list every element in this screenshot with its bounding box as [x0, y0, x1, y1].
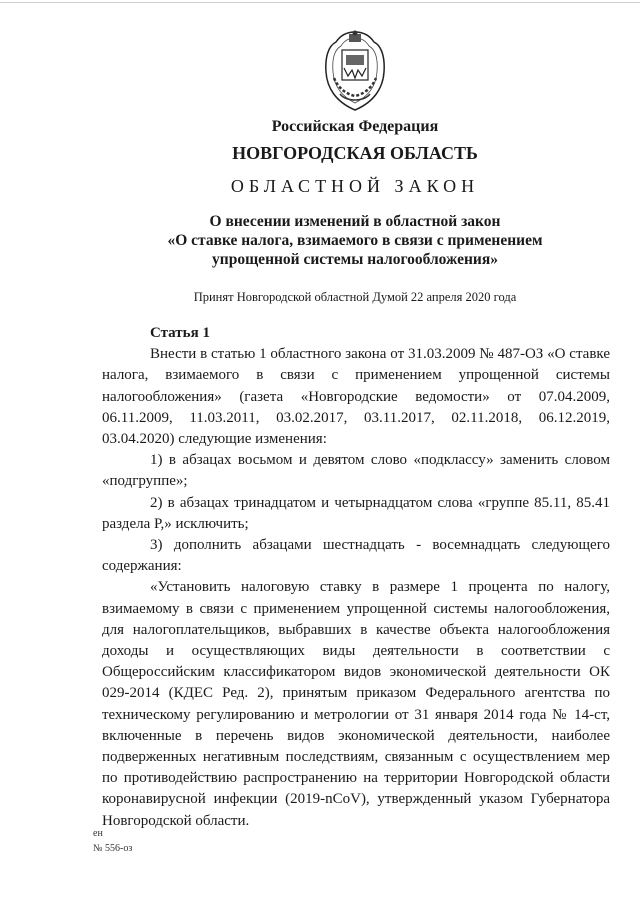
quoted-paragraph: «Установить налоговую ставку в размере 1 процента по налогу, взимаемому в связи с применением упрощенной системы налогообложения, для налогоплательщиков, выбравших в качестве объекта налогообложения доходы и осуществляющих виды деятельности в соответствии с Общероссийским классификатором видов экономической деятельности ОК 029-2014 (КДЕС Ред. 2), принятым приказом Федерального агентства по техническому регулированию и метрологии от 31 января 2014 года № 14-ст, включенные в перечень видов экономической деятельности, наиболее подверженных негативным последствиям, связанным с осуществлением мер по противодействию распространению на территории Новгородской области коронавирусной инфекции (2019-nCoV), утвержденный указом Губернатора Новгородской области. — [102, 579, 610, 829]
article-intro-paragraph: Внести в статью 1 областного закона от 31.03.2009 № 487-ОЗ «О ставке налога, взимаемого в связи с применением упрощенной системы налогообложения» (газета «Новгородские ведомости» от 07.04.2009, 06.11.2009, 11.03.2011, 03.02.2017, 03.11.2017, 02.11.2018, 06.12.2019, 03.04.2020) следующие изменения: — [102, 346, 610, 448]
article-body — [102, 323, 610, 832]
coat-of-arms-icon — [322, 28, 388, 112]
amendment-item-3: 3) дополнить абзацами шестнадцать - восемнадцать следующего содержания: — [102, 537, 610, 575]
footer-initials: ен — [93, 828, 103, 839]
federation-heading: Российская Федерация — [271, 118, 439, 135]
scan-edge-line — [0, 2, 640, 3]
amendment-item-1: 1) в абзацах восьмом и девятом слово «подклассу» заменить словом «подгруппе»; — [102, 452, 610, 490]
law-title-line: О внесении изменений в областной закон — [209, 213, 501, 230]
law-title-line: «О ставке налога, взимаемого в связи с применением — [167, 232, 543, 249]
law-type-heading: ОБЛАСТНОЙ ЗАКОН — [230, 176, 480, 196]
amendment-item-2: 2) в абзацах тринадцатом и четырнадцатом слова «группе 85.11, 85.41 раздела Р,» исключить; — [102, 494, 610, 532]
law-title — [130, 212, 580, 269]
footer-law-number: № 556-оз — [93, 843, 133, 854]
adoption-note: Принят Новгородской областной Думой 22 апреля 2020 года — [193, 290, 517, 304]
article-heading: Статья 1 — [150, 325, 210, 341]
law-title-line: упрощенной системы налогообложения» — [212, 251, 498, 268]
region-heading: НОВГОРОДСКАЯ ОБЛАСТЬ — [232, 143, 478, 163]
